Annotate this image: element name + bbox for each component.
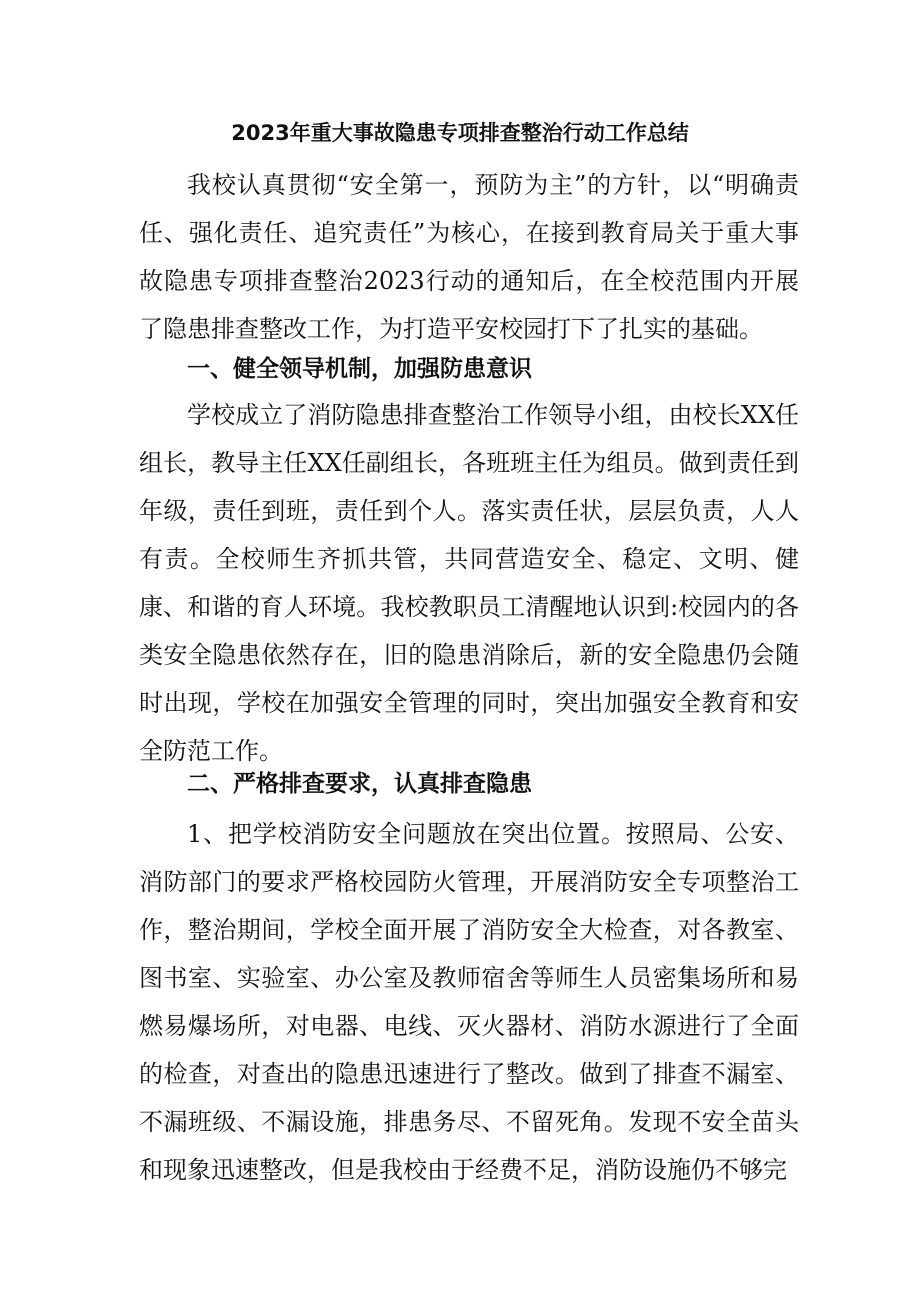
document-title: 2023年重大事故隐患专项排查整治行动工作总结 — [231, 121, 689, 145]
section-2-heading: 二、严格排查要求，认真排查隐患 — [187, 771, 532, 797]
section-2-paragraph: 1、把学校消防安全问题放在突出位置。按照局、公安、消防部门的要求严格校园防火管理，开展消防安全专项整治工作，整治期间，学校全面开展了消防安全大检查，对各教室、图书室、实验室、办公室及教师宿舍等师生人员密集场所和易燃易爆场所，对电器、电线、灭火器材、消防水源进行了全面的检查，对查出的隐患迅速进行了整改。做到了排查不漏室、不漏班级、不漏设施，排患务尽、不留死角。发现不安全苗头和现象迅速整改，但是我校由于经费不足，消防设施仍不够完 — [139, 820, 799, 1184]
section-1-heading: 一、健全领导机制，加强防患意识 — [187, 356, 532, 382]
section-1-paragraph: 学校成立了消防隐患排查整治工作领导小组，由校长XX任组长，教导主任XX任副组长，各班班主任为组员。做到责任到年级，责任到班，责任到个人。落实责任状，层层负责，人人有责。全校师生齐抓共管，共同营造安全、稳定、文明、健康、和谐的育人环境。我校教职员工清醒地认识到:校园内的各类安全隐患依然存在，旧的隐患消除后，新的安全隐患仍会随时出现，学校在加强安全管理的同时，突出加强安全教育和安全防范工作。 — [139, 401, 799, 765]
intro-paragraph: 我校认真贯彻“安全第一，预防为主”的方针，以“明确责任、强化责任、追究责任”为核心，在接到教育局关于重大事故隐患专项排查整治2023行动的通知后，在全校范围内开展了隐患排查整改工作，为打造平安校园打下了扎实的基础。 — [139, 171, 799, 343]
